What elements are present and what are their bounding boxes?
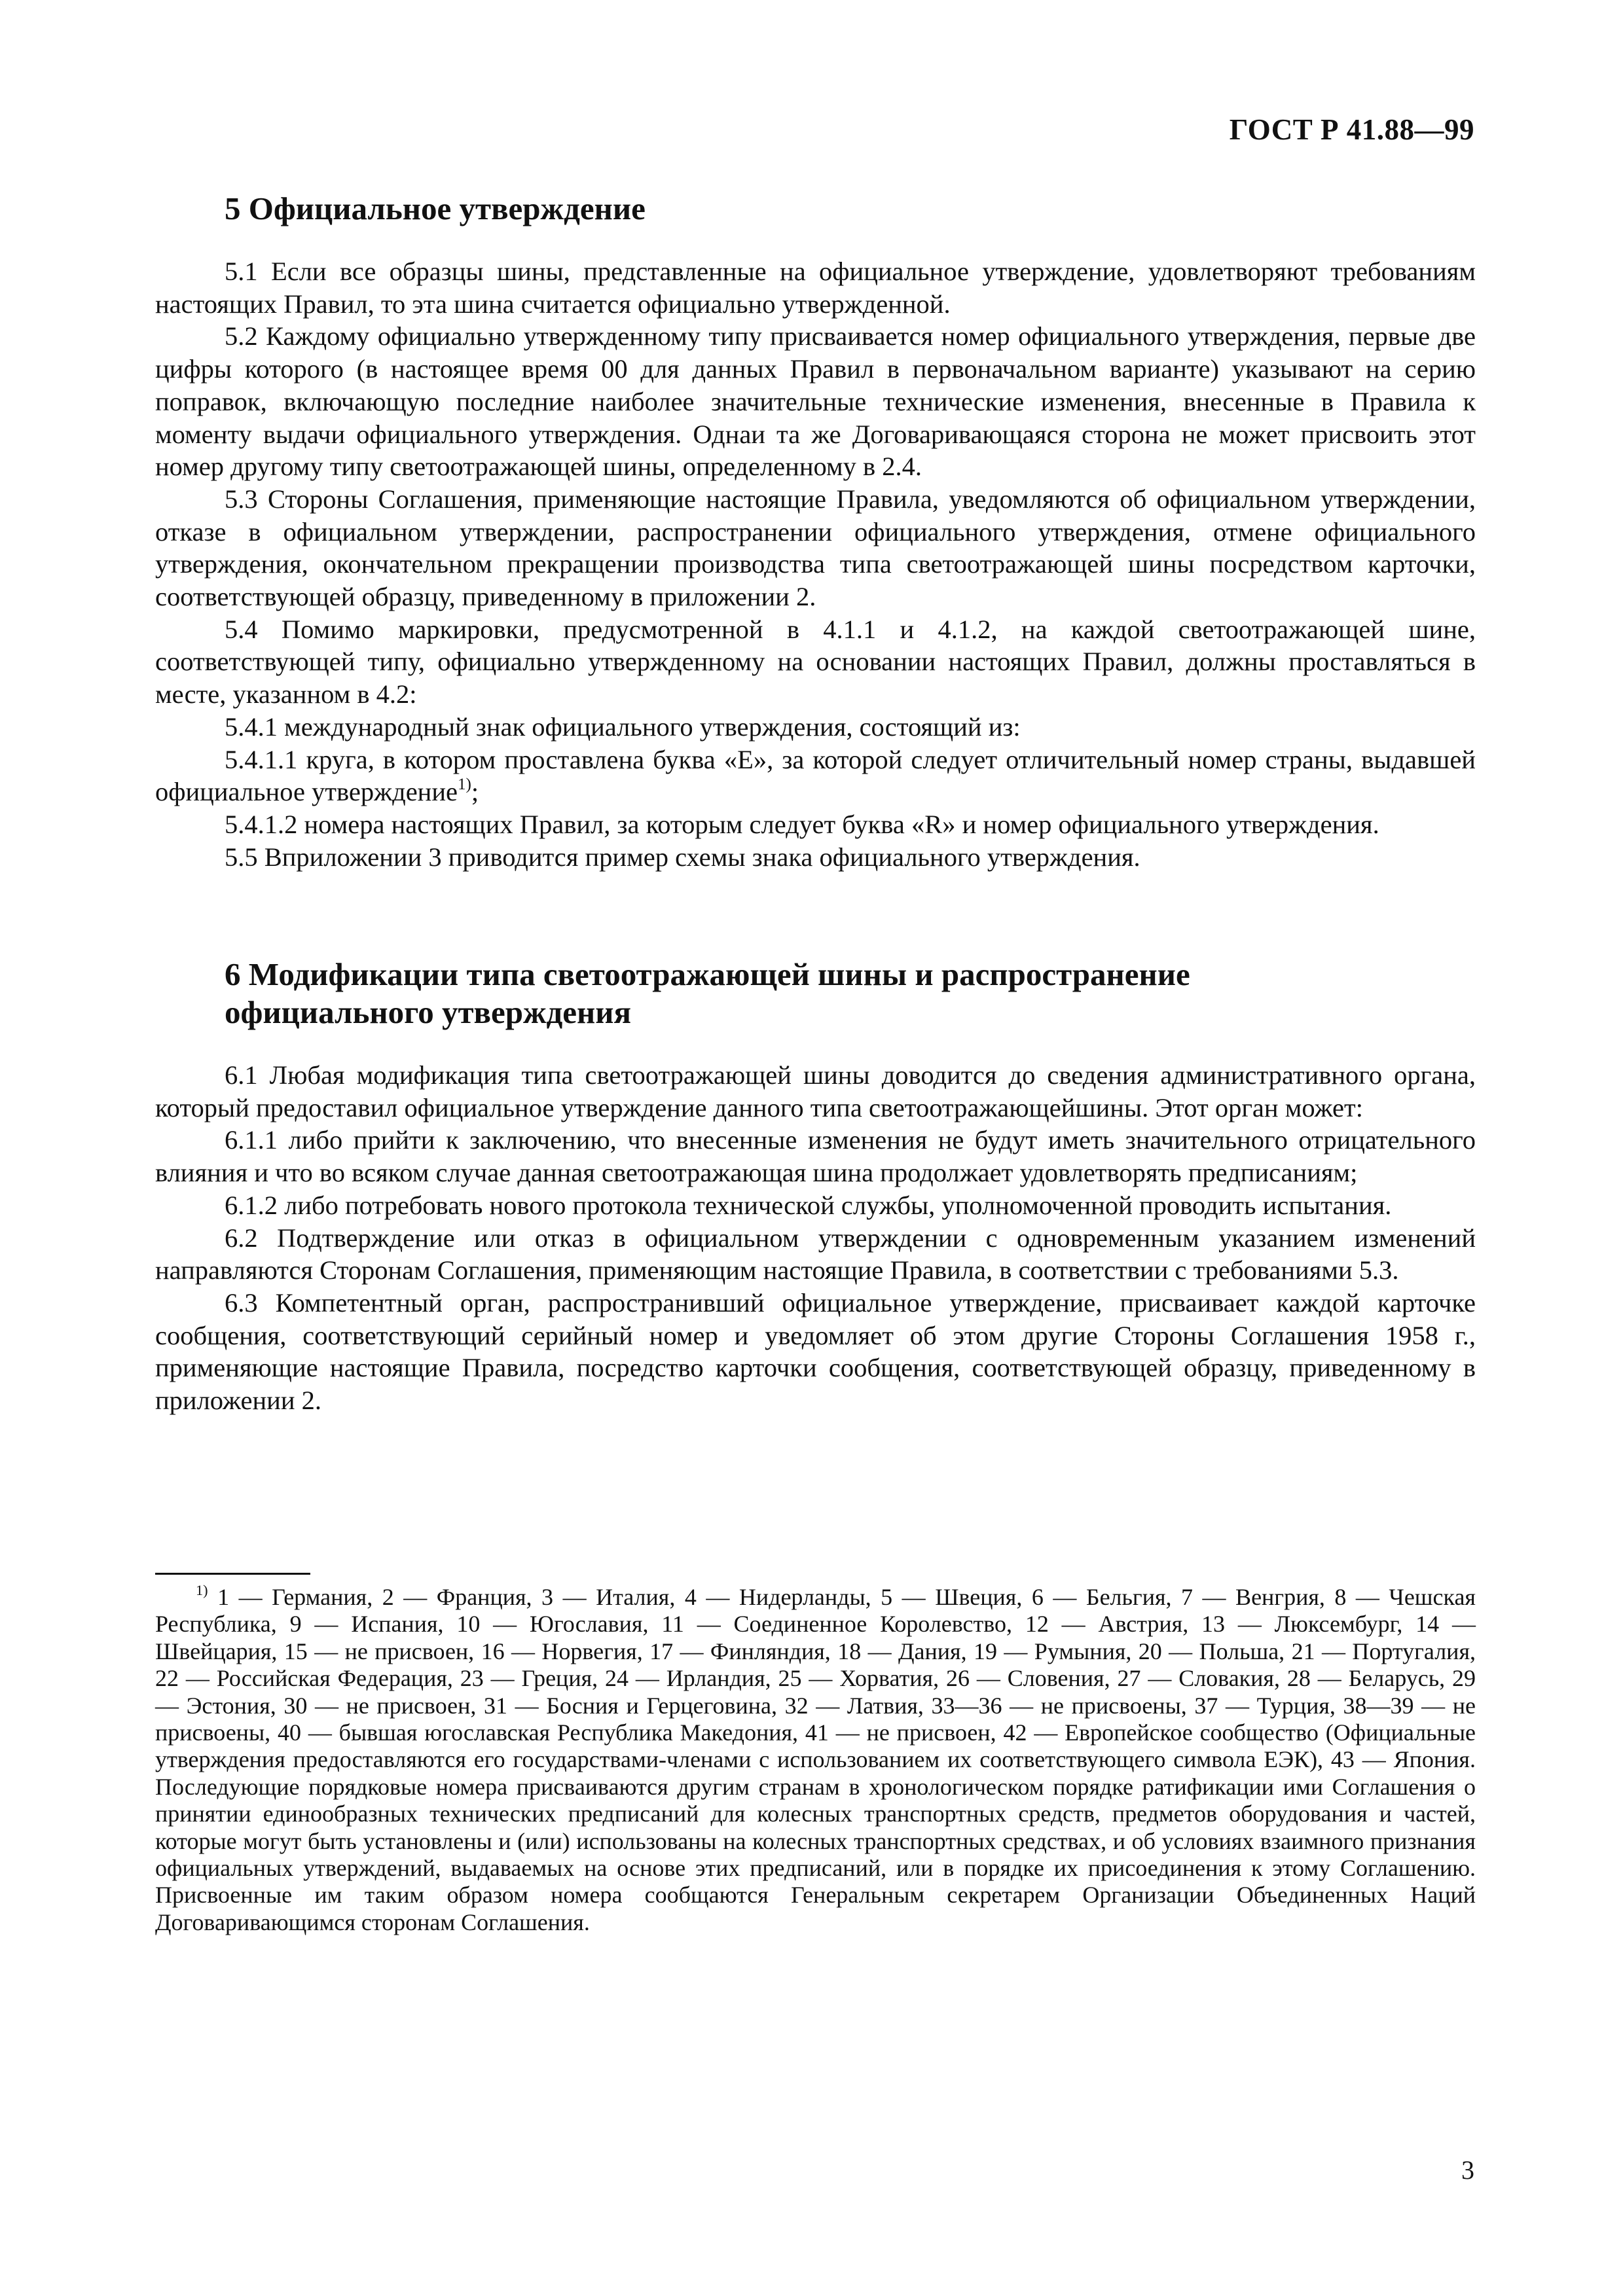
paragraph-6-3: 6.3 Компетентный орган, распространивший официальное утверждение, присваивает каждой карточке сообщения, соответствующий серийный номер и уведомляет об этом другие Стороны Соглашения 1958 г., применяющие настоящие Правила, посредство карточки сообщения, соответствующей образцу, приведенному в приложении 2.: [155, 1287, 1476, 1416]
paragraph-5-4-1-1: [155, 744, 1476, 808]
paragraph-5-3: 5.3 Стороны Соглашения, применяющие настоящие Правила, уведомляются об официальном утверждении, отказе в официальном утверждении, распространении официального утверждения, отмене официального утверждения, окончательном прекращении производства типа светоотражающей шины посредством карточки, соответствующей образцу, приведенному в приложении 2.: [155, 484, 1476, 612]
paragraph-5-4-1: 5.4.1 международный знак официального утверждения, состоящий из:: [225, 711, 1021, 742]
paragraph-6-1: 6.1 Любая модификация типа светоотражающей шины доводится до сведения административного органа, который предоставил официальное утверждение данного типа светоотражающейшины. Этот орган может:: [155, 1060, 1476, 1122]
paragraph-5-4-1-1-text: 5.4.1.1 круга, в котором проставлена буква «Е», за которой следует отличительный номер страны, выдавшей официальное утверждение: [155, 744, 1476, 807]
section-6-title: [225, 956, 1468, 1031]
paragraph-5-4: 5.4 Помимо маркировки, предусмотренной в 4.1.1 и 4.1.2, на каждой светоотражающей шине, соответствующей типу, официально утвержденному на основании настоящих Правил, должны проставляться в месте, указанном в 4.2:: [155, 614, 1476, 709]
section-6-title-line-2: официального утверждения: [225, 994, 632, 1030]
paragraph-6-1-1: 6.1.1 либо прийти к заключению, что внесенные изменения не будут иметь значительного отрицательного влияния и что во всяком случае данная светоотражающая шина продолжает удовлетворять предписаниям;: [155, 1125, 1476, 1188]
paragraph-5-1: 5.1 Если все образцы шины, представленные на официальное утверждение, удовлетворяют требованиям настоящих Правил, то эта шина считается официально утвержденной.: [155, 257, 1476, 319]
paragraph-5-5: 5.5 Вприложении 3 приводится пример схемы знака официального утверждения.: [225, 842, 1140, 872]
section-6-body: [155, 1059, 1476, 1417]
footnote-1-text: 1 — Германия, 2 — Франция, 3 — Италия, 4 — Нидерланды, 5 — Швеция, 6 — Бельгия, 7 — Венгрия, 8 — Чешская Республика, 9 — Испания, 10 — Югославия, 11 — Соединенное Королевство, 12 — Австрия, 13 — Люксембург, 14 — Швейцария, 15 — не присвоен, 16 — Норвегия, 17 — Финляндия, 18 — Дания, 19 — Румыния, 20 — Польша, 21 — Португалия, 22 — Российская Федерация, 23 — Греция, 24 — Ирландия, 25 — Хорватия, 26 — Словения, 27 — Словакия, 28 — Беларусь, 29 — Эстония, 30 — не присвоен, 31 — Босния и Герцеговина, 32 — Латвия, 33—36 — не присвоены, 37 — Турция, 38—39 — не присвоены, 40 — бывшая югославская Республика Македония, 41 — не присвоен, 42 — Европейское сообщество (Официальные утверждения предоставляются его государствами-членами с использованием их соответствующего символа ЕЭК), 43 — Япония. Последующие порядковые номера присваиваются другим странам в хронологическом порядке ратификации ими Соглашения о принятии единообразных технических предписаний для колесных транспортных средств, предметов оборудования и частей, которые могут быть установлены и (или) использованы на колесных транспортных средствах, и об условиях взаимного признания официальных утверждений, выдаваемых на основе этих предписаний, или в порядке их присоединения к этому Соглашению. Присвоенные им таким образом номера сообщаются Генеральным секретарем Организации Объединенных Наций Договаривающимся сторонам Соглашения.: [155, 1584, 1476, 1935]
footnote-marker: 1): [196, 1581, 208, 1598]
paragraph-5-4-1-2: 5.4.1.2 номера настоящих Правил, за которым следует буква «R» и номер официального утверждения.: [225, 809, 1379, 839]
footnote-block: [155, 1581, 1476, 1936]
paragraph-6-1-2: 6.1.2 либо потребовать нового протокола технической службы, уполномоченной проводить испытания.: [225, 1190, 1392, 1220]
section-5-body: [155, 255, 1476, 873]
paragraph-6-2: 6.2 Подтверждение или отказ в официальном утверждении с одновременным указанием изменений направляются Сторонам Соглашения, применяющим настоящие Правила, в соответствии с требованиями 5.3.: [155, 1223, 1476, 1285]
footnote-reference[interactable]: 1): [458, 776, 471, 794]
footnote-divider: [155, 1573, 310, 1575]
paragraph-5-4-1-1-end: ;: [471, 777, 479, 807]
paragraph-5-2: 5.2 Каждому официально утвержденному типу присваивается номер официального утверждения, первые две цифры которого (в настоящее время 00 для данных Правил в первоначальном варианте) указывают на серию поправок, включающую последние наиболее значительные технические изменения, внесенные в Правила к моменту выдачи официального утверждения. Однаи та же Договаривающаяся сторона не может присвоить этот номер другому типу светоотражающей шины, определенному в 2.4.: [155, 321, 1476, 482]
section-5-title: 5 Официальное утверждение: [225, 190, 646, 226]
footnote-1: [155, 1581, 1476, 1936]
section-6-title-line-1: 6 Модификации типа светоотражающей шины и распространение: [225, 956, 1190, 992]
document-code-header: ГОСТ Р 41.88—99: [1229, 113, 1474, 146]
page-number: 3: [1461, 2155, 1474, 2185]
